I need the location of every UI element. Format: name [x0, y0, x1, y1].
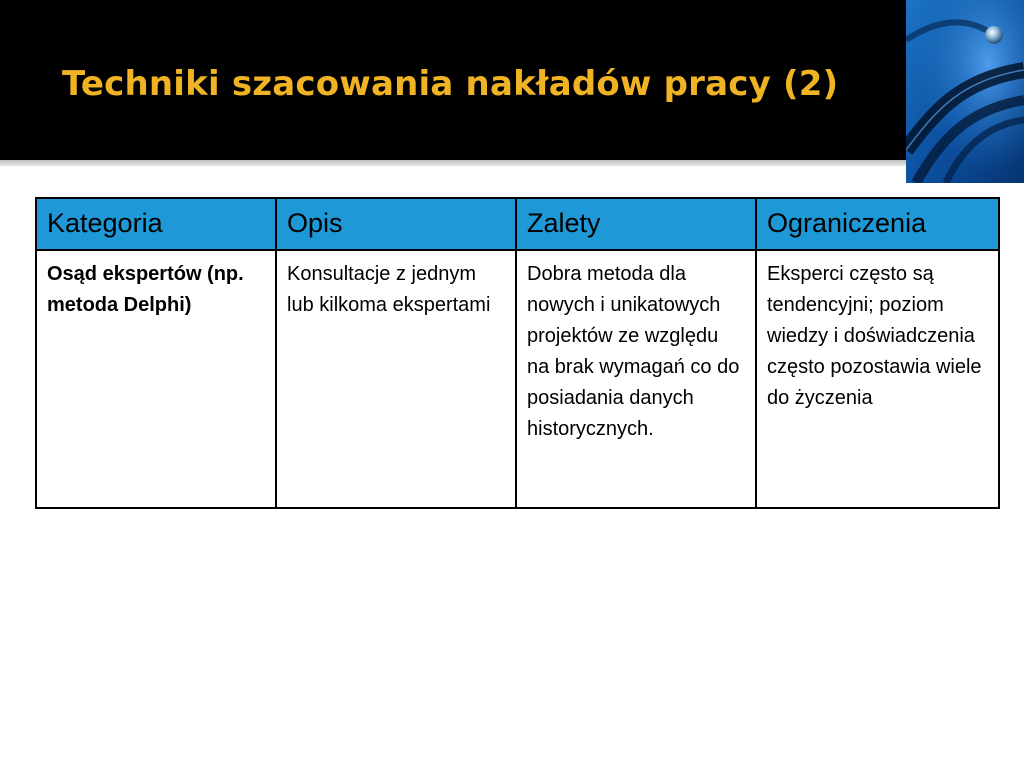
cell-advantages: Dobra metoda dla nowych i unikatowych projektów ze względu na brak wymagań co do posiadania danych historycznych.	[516, 250, 756, 508]
cell-description: Konsultacje z jednym lub kilkoma ekspertami	[276, 250, 516, 508]
decorative-corner-image	[906, 0, 1024, 183]
abstract-cable-image	[906, 0, 1024, 183]
estimation-techniques-table	[35, 197, 1000, 509]
header-category: Kategoria	[36, 198, 276, 250]
table-header-row	[36, 198, 999, 250]
table-row	[36, 250, 999, 508]
cell-category: Osąd ekspertów (np. metoda Delphi)	[36, 250, 276, 508]
slide-title: Techniki szacowania nakładów pracy (2)	[62, 64, 839, 104]
title-divider	[0, 160, 1024, 166]
header-description: Opis	[276, 198, 516, 250]
cell-limitations: Eksperci często są tendencyjni; poziom wiedzy i doświadczenia często pozostawia wiele do życzenia	[756, 250, 999, 508]
header-limitations: Ograniczenia	[756, 198, 999, 250]
header-advantages: Zalety	[516, 198, 756, 250]
title-bar	[0, 0, 1024, 160]
